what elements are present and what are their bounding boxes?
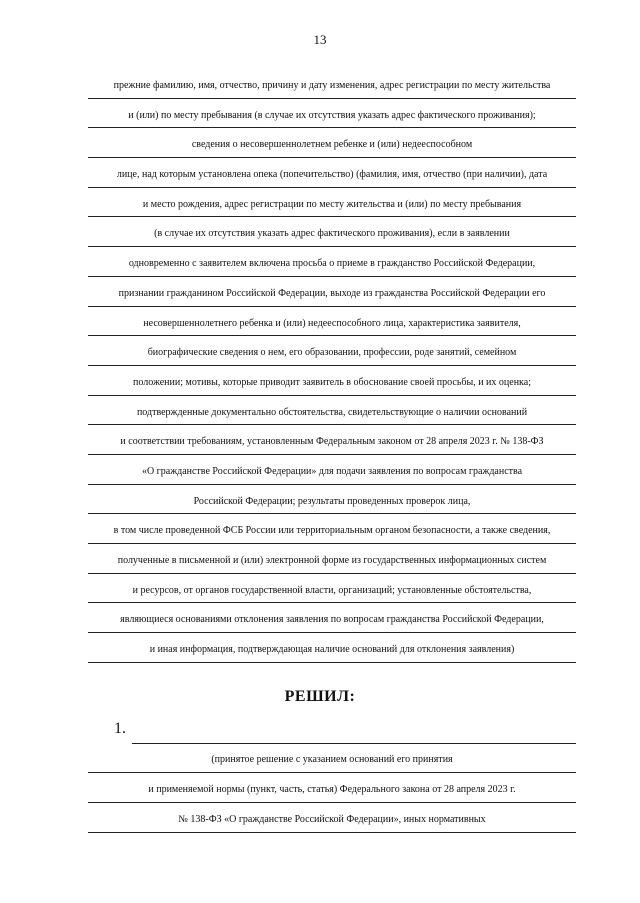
form-line bbox=[88, 636, 576, 666]
line-text: и ресурсов, от органов государственной власти, организаций; установленные обстоятельства, bbox=[132, 584, 532, 596]
form-line bbox=[88, 806, 576, 836]
underline bbox=[88, 832, 576, 833]
form-line bbox=[88, 339, 576, 369]
line-text: несовершеннолетнего ребенка и (или) недееспособного лица, характеристика заявителя, bbox=[143, 317, 521, 329]
form-line bbox=[88, 250, 576, 280]
form-line bbox=[88, 547, 576, 577]
form-line bbox=[88, 220, 576, 250]
form-line bbox=[88, 131, 576, 161]
line-text: прежние фамилию, имя, отчество, причину и дату изменения, адрес регистрации по месту жительства bbox=[113, 80, 551, 91]
line-text: лице, над которым установлена опека (попечительство) (фамилия, имя, отчество (при наличии), дата bbox=[116, 169, 548, 181]
form-line bbox=[88, 161, 576, 191]
line-text: признании гражданином Российской Федерации, выходе из гражданства Российской Федерации его bbox=[118, 287, 546, 299]
line-text: и иная информация, подтверждающая наличие оснований для отклонения заявления) bbox=[149, 644, 515, 656]
form-line bbox=[88, 369, 576, 399]
underline bbox=[88, 246, 576, 247]
underline bbox=[88, 662, 576, 663]
line-text: биографические сведения о нем, его образовании, профессии, роде занятий, семейном bbox=[147, 347, 517, 359]
underline bbox=[88, 543, 576, 544]
form-body bbox=[88, 72, 576, 666]
line-text: (в случае их отсутствия указать адрес фактического проживания), если в заявлении bbox=[154, 228, 510, 240]
decision-heading: РЕШИЛ: bbox=[284, 688, 356, 705]
page-number: 13 bbox=[313, 32, 327, 47]
line-text: полученные в письменной и (или) электронной форме из государственных информационных систем bbox=[117, 555, 547, 566]
line-text: и (или) по месту пребывания (в случае их отсутствия указать адрес фактического проживания); bbox=[128, 109, 536, 121]
form-line bbox=[88, 280, 576, 310]
form-line bbox=[88, 606, 576, 636]
form-line bbox=[88, 517, 576, 547]
line-text: одновременно с заявителем включена просьба о приеме в гражданство Российской Федерации, bbox=[128, 258, 536, 270]
underline bbox=[88, 335, 576, 336]
decision-number: 1. bbox=[114, 720, 126, 737]
underline bbox=[88, 127, 576, 128]
decision-item-1 bbox=[88, 716, 576, 746]
underline bbox=[88, 187, 576, 188]
form-line bbox=[88, 458, 576, 488]
line-text: Российской Федерации; результаты проведенных проверок лица, bbox=[193, 495, 471, 507]
line-text: «О гражданстве Российской Федерации» для подачи заявления по вопросам гражданства bbox=[141, 465, 523, 477]
form-line bbox=[88, 746, 576, 776]
form-line bbox=[88, 72, 576, 102]
underline bbox=[88, 484, 576, 485]
underline bbox=[132, 743, 576, 744]
underline bbox=[88, 602, 576, 603]
form-line bbox=[88, 310, 576, 340]
underline bbox=[88, 802, 576, 803]
decision-section bbox=[88, 716, 576, 836]
line-text: являющиеся основаниями отклонения заявления по вопросам гражданства Российской Федерации, bbox=[120, 614, 544, 626]
underline bbox=[88, 424, 576, 425]
underline bbox=[88, 98, 576, 99]
underline bbox=[88, 365, 576, 366]
underline bbox=[88, 306, 576, 307]
line-text: в том числе проведенной ФСБ России или территориальным органом безопасности, а также сведения, bbox=[113, 525, 551, 537]
line-text: и применяемой нормы (пункт, часть, статья) Федерального закона от 28 апреля 2023 г. bbox=[148, 784, 516, 795]
line-text: подтвержденные документально обстоятельства, свидетельствующие о наличии оснований bbox=[136, 406, 528, 418]
line-text: (принятое решение с указанием оснований его принятия bbox=[211, 754, 453, 765]
line-text: сведения о несовершеннолетнем ребенке и (или) недееспособном bbox=[191, 139, 473, 151]
line-text: № 138-ФЗ «О гражданстве Российской Федерации», иных нормативных bbox=[178, 814, 486, 825]
form-line bbox=[88, 577, 576, 607]
form-line bbox=[88, 399, 576, 429]
underline bbox=[88, 157, 576, 158]
underline bbox=[88, 216, 576, 217]
line-text: и соответствии требованиям, установленным Федеральным законом от 28 апреля 2023 г. № 138-ФЗ bbox=[120, 436, 544, 448]
underline bbox=[88, 573, 576, 574]
underline bbox=[88, 632, 576, 633]
underline bbox=[88, 454, 576, 455]
underline bbox=[88, 395, 576, 396]
form-line bbox=[88, 776, 576, 806]
underline bbox=[88, 513, 576, 514]
underline bbox=[88, 772, 576, 773]
form-line bbox=[88, 191, 576, 221]
line-text: положении; мотивы, которые приводит заявитель в обоснование своей просьбы, и их оценка; bbox=[133, 376, 531, 388]
underline bbox=[88, 276, 576, 277]
form-line bbox=[88, 488, 576, 518]
line-text: и место рождения, адрес регистрации по месту жительства и (или) по месту пребывания bbox=[142, 198, 522, 210]
form-line bbox=[88, 102, 576, 132]
form-line bbox=[88, 428, 576, 458]
